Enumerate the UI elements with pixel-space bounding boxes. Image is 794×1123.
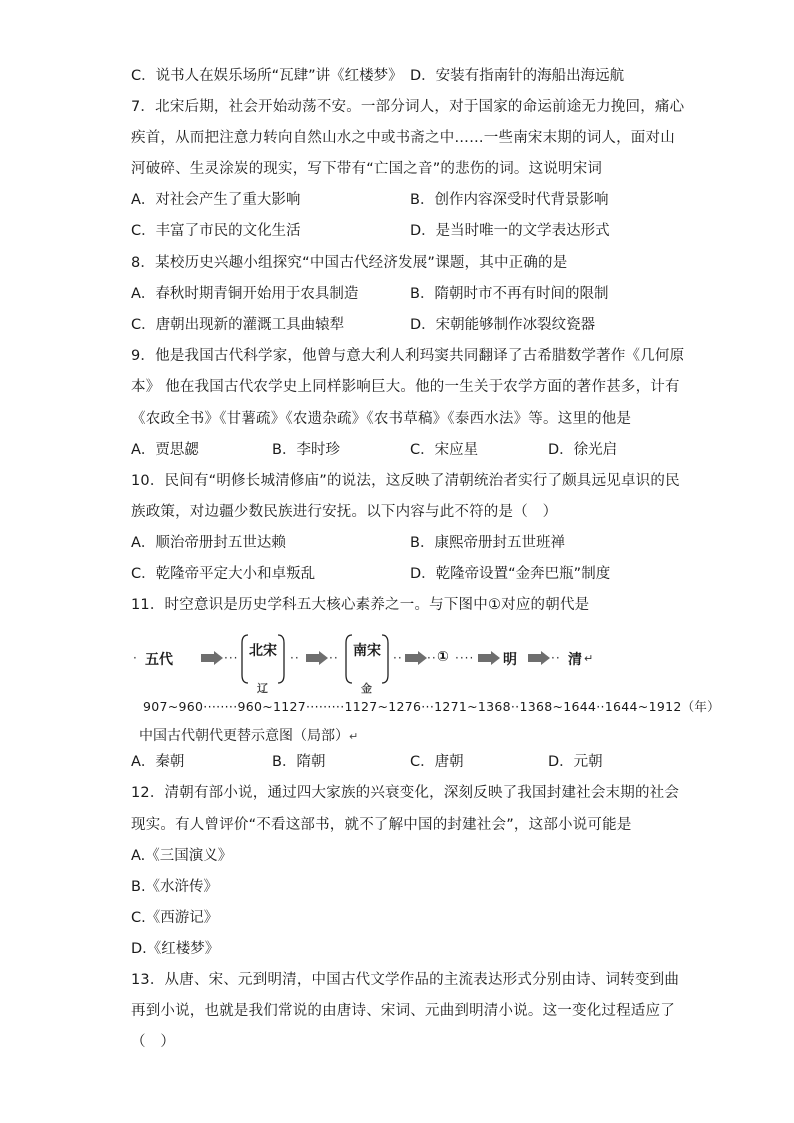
arrow-icon xyxy=(405,651,427,665)
arrow-icon xyxy=(201,651,223,665)
q7-option-d: D．是当时唯一的文学表达形式 xyxy=(410,223,610,239)
timeline-beisong: 北宋 xyxy=(249,643,277,659)
q11-option-b: B．隋朝 xyxy=(272,754,326,770)
q10-stem-line-2: 族政策，对边疆少数民族进行安抚。以下内容与此不符的是（ ） xyxy=(131,504,558,520)
q7-stem-line-3: 河破碎、生灵涂炭的现实，写下带有“亡国之音”的悲伤的词。这说明宋词 xyxy=(131,161,603,177)
q9-option-a: A．贾思勰 xyxy=(131,442,199,458)
q12-option-d: D.《红楼梦》 xyxy=(131,941,220,957)
q13-stem-line-2: 再到小说，也就是我们常说的由唐诗、宋词、元曲到明清小说。这一变化过程适应了 xyxy=(131,1003,675,1019)
q11-option-a: A．秦朝 xyxy=(131,754,185,770)
q7-option-c: C．丰富了市民的文化生活 xyxy=(131,223,301,239)
q7-option-a: A．对社会产生了重大影响 xyxy=(131,192,301,208)
q11-stem: 11．时空意识是历史学科五大核心素养之一。与下图中①对应的朝代是 xyxy=(131,597,590,613)
timeline-years: 907~960········960~1127·········1127~1276···1271~1368··1368~1644··1644~1912（年） xyxy=(143,699,720,714)
timeline-caption: 中国古代朝代更替示意图（局部）↵ xyxy=(139,728,359,744)
q12-stem-line-2: 现实。有人曾评价“不看这部书，就不了解中国的封建社会”，这部小说可能是 xyxy=(131,817,632,833)
q8-option-c: C．唐朝出现新的灌溉工具曲辕犁 xyxy=(131,317,345,333)
q13-stem-line-3: （ ） xyxy=(131,1034,176,1050)
q10-option-a: A．顺治帝册封五世达赖 xyxy=(131,535,286,551)
exam-page: C．说书人在娱乐场所“瓦肆”讲《红楼梦》 D．安装有指南针的海船出海远航 7．北宋后期，社会开始动荡不安。一部分词人，对于国家的命运前途无力挽回，痛心 疾首，从而把注意力转向自然山水之中或书斋之中……一些南宋末期的词人，面对山 河破碎、生灵涂炭的现实，写下带有“亡国之音”的悲伤的词。这说明宋词 A．对社会产生了重大影响 B．创作内容深受时代背景影响 C．丰富了市民的文化生活 D．是当时唯一的文学表达形式 8．某校历史兴趣小组探究“中国古代经济发展”课题，其中正确的是 A．春秋时期青铜开始用于农具制造 B．隋朝时市不再有时间的限制 C．唐朝出现新的灌溉工具曲辕犁 D．宋朝能够制作冰裂纹瓷器 9．他是我国古代科学家，他曾与意大利人利玛窦共同翻译了古希腊数学著作《几何原 本》 他在我国古代农学史上同样影响巨大。他的一生关于农学方面的著作甚多，计有 《农政全书》《甘薯疏》《农遗杂疏》《农书草稿》《泰西水法》等。这里的他是 A．贾思勰 B．李时珍 C．宋应星 D．徐光启 10．民间有“明修长城清修庙”的说法，这反映了清朝统治者实行了颇具远见卓识的民 族政策，对边疆少数民族进行安抚。以下内容与此不符的是（ ） A．顺治帝册封五世达赖 B．康熙帝册封五世班禅 C．乾隆帝平定大小和卓叛乱 D．乾隆帝设置“金奔巴瓶”制度 11．时空意识是历史学科五大核心素养之一。与下图中①对应的朝代是 · 五代 ··· 北宋 辽 ·· ·· 南宋 金 ·· ·· ① ···· 明 ·· 清 ↵ 907~960········960~1127·········1127~1276···1271~1368··1368~1644··1644~1912（年） 中国古代朝代更替示意图（局部）↵ A．秦朝 B．隋朝 C．唐朝 D．元朝 12．清朝有部小说，通过四大家族的兴衰变化，深刻反映了我国封建社会末期的社会 现实。有人曾评价“不看这部书，就不了解中国的封建社会”，这部小说可能是 A.《三国演义》 B.《水浒传》 C.《西游记》 D.《红楼梦》 13．从唐、宋、元到明清，中国古代文学作品的主流表达形式分别由诗、词转变到曲 再到小说，也就是我们常说的由唐诗、宋词、元曲到明清小说。这一变化过程适应了 （ ） xyxy=(131,68,720,1050)
q8-option-b: B．隋朝时市不再有时间的限制 xyxy=(410,286,609,302)
timeline-blank-1: ① xyxy=(437,649,449,665)
q10-option-c: C．乾隆帝平定大小和卓叛乱 xyxy=(131,566,316,582)
q10-option-d: D．乾隆帝设置“金奔巴瓶”制度 xyxy=(410,566,611,582)
arrow-icon xyxy=(528,651,550,665)
q11-option-d: D．元朝 xyxy=(548,754,603,770)
q9-stem-line-2: 本》 他在我国古代农学史上同样影响巨大。他的一生关于农学方面的著作甚多，计有 xyxy=(131,379,680,395)
q7-stem-line-2: 疾首，从而把注意力转向自然山水之中或书斋之中……一些南宋末期的词人，面对山 xyxy=(131,130,675,146)
q6-option-d: D．安装有指南针的海船出海远航 xyxy=(410,68,625,84)
q7-option-b: B．创作内容深受时代背景影响 xyxy=(410,192,609,208)
q8-option-d: D．宋朝能够制作冰裂纹瓷器 xyxy=(410,317,596,333)
q12-option-a: A.《三国演义》 xyxy=(131,848,233,864)
q9-stem-line-1: 9．他是我国古代科学家，他曾与意大利人利玛窦共同翻译了古希腊数学著作《几何原 xyxy=(131,348,685,364)
timeline-ming: 明 xyxy=(503,652,517,668)
q12-option-c: C.《西游记》 xyxy=(131,910,219,926)
q10-option-b: B．康熙帝册封五世班禅 xyxy=(410,535,565,551)
timeline-liao: 辽 xyxy=(257,682,268,695)
q8-option-a: A．春秋时期青铜开始用于农具制造 xyxy=(131,286,359,302)
q13-stem-line-1: 13．从唐、宋、元到明清，中国古代文学作品的主流表达形式分别由诗、词转变到曲 xyxy=(131,972,680,988)
q9-option-b: B．李时珍 xyxy=(272,442,340,458)
q6-option-c: C．说书人在娱乐场所“瓦肆”讲《红楼梦》 xyxy=(131,68,403,84)
q12-stem-line-1: 12．清朝有部小说，通过四大家族的兴衰变化，深刻反映了我国封建社会末期的社会 xyxy=(131,785,680,801)
arrow-icon xyxy=(306,651,328,665)
q8-stem: 8．某校历史兴趣小组探究“中国古代经济发展”课题，其中正确的是 xyxy=(131,255,568,271)
q9-option-d: D．徐光启 xyxy=(548,442,618,458)
timeline-jin: 金 xyxy=(361,682,372,695)
arrow-icon xyxy=(478,651,500,665)
q12-option-b: B.《水浒传》 xyxy=(131,879,219,895)
q11-option-c: C．唐朝 xyxy=(410,754,464,770)
q9-option-c: C．宋应星 xyxy=(410,442,479,458)
timeline-qing: 清 xyxy=(568,652,582,668)
timeline-wudai: 五代 xyxy=(145,652,173,668)
q9-stem-line-3: 《农政全书》《甘薯疏》《农遗杂疏》《农书草稿》《泰西水法》等。这里的他是 xyxy=(131,411,632,427)
timeline-nansong: 南宋 xyxy=(353,643,381,659)
q7-stem-line-1: 7．北宋后期，社会开始动荡不安。一部分词人，对于国家的命运前途无力挽回，痛心 xyxy=(131,99,685,115)
q10-stem-line-1: 10．民间有“明修长城清修庙”的说法，这反映了清朝统治者实行了颇具远见卓识的民 xyxy=(131,473,680,489)
